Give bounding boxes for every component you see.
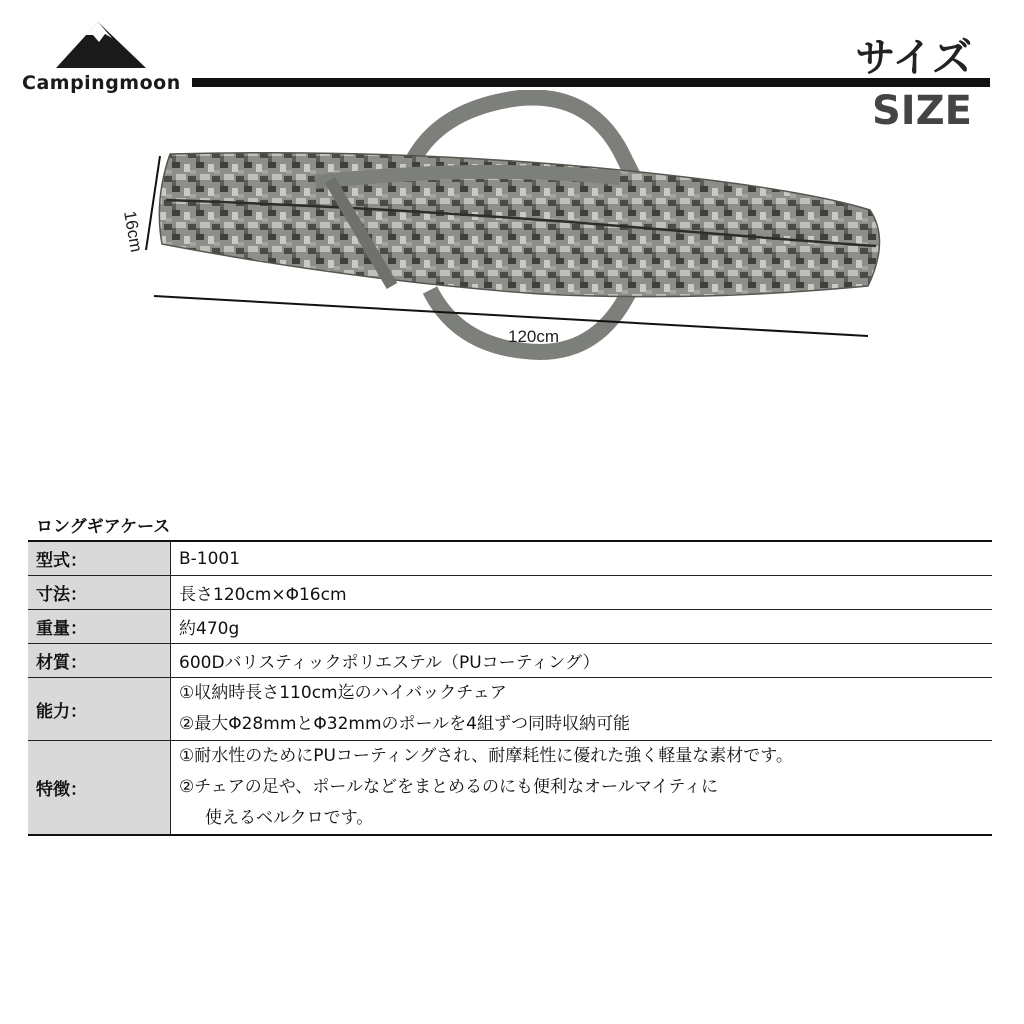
spec-row-capacity xyxy=(28,678,992,741)
mountain-icon xyxy=(56,18,146,68)
spec-row-size xyxy=(28,576,992,610)
brand-name: Campingmoon xyxy=(22,72,181,94)
spec-value xyxy=(171,741,993,836)
spec-value: 600Dバリスティックポリエステル（PUコーティング） xyxy=(171,644,993,678)
spec-line: ①耐水性のためにPUコーティングされ、耐摩耗性に優れた強く軽量な素材です。 xyxy=(179,746,793,766)
page-title-en: SIZE xyxy=(871,88,972,134)
spec-key: 材質： xyxy=(28,644,171,678)
spec-value: B-1001 xyxy=(171,541,993,576)
spec-key: 型式： xyxy=(28,541,171,576)
spec-table xyxy=(28,540,992,836)
spec-line: ②最大Φ28mmとΦ32mmのポールを4組ずつ同時収納可能 xyxy=(179,714,630,734)
spec-row-weight xyxy=(28,610,992,644)
spec-row-material xyxy=(28,644,992,678)
gear-case-illustration xyxy=(100,90,920,390)
brand-logo xyxy=(22,18,182,98)
spec-row-features xyxy=(28,741,992,836)
spec-line: ①収納時長さ110cm迄のハイバックチェア xyxy=(179,683,507,703)
spec-value: 約470g xyxy=(171,610,993,644)
spec-key: 能力： xyxy=(28,678,171,741)
spec-key: 重量： xyxy=(28,610,171,644)
height-dimension-line xyxy=(146,156,160,250)
spec-value xyxy=(171,678,993,741)
height-label: 16cm xyxy=(120,209,146,254)
page-title-jp: サイズ xyxy=(855,35,972,81)
spec-title: ロングギアケース xyxy=(36,517,171,537)
spec-key: 特徴： xyxy=(28,741,171,836)
spec-key: 寸法： xyxy=(28,576,171,610)
spec-value: 長さ120cm×Φ16cm xyxy=(171,576,993,610)
length-label: 120cm xyxy=(508,327,560,346)
spec-line: 使えるベルクロです。 xyxy=(205,808,374,828)
spec-line: ②チェアの足や、ポールなどをまとめるのにも便利なオールマイティに xyxy=(179,777,719,797)
spec-row-model xyxy=(28,541,992,576)
